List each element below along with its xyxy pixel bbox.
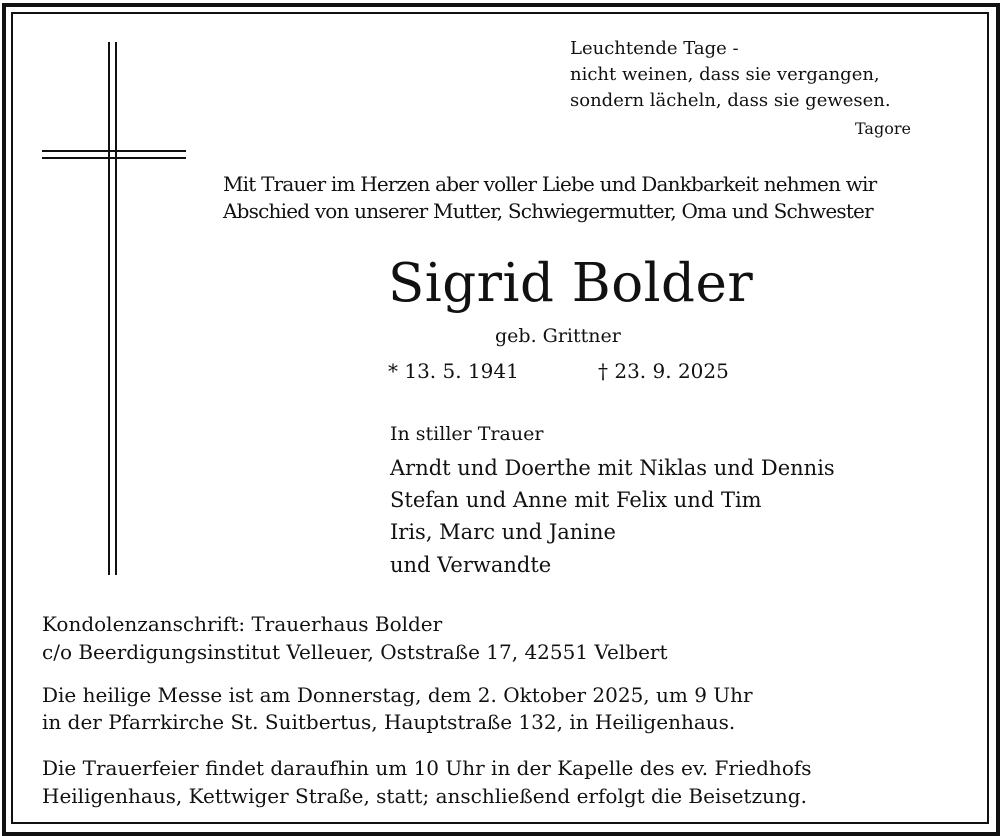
mourner-line-1: Arndt und Doerthe mit Niklas und Dennis [390,456,835,480]
mourner-line-2: Stefan und Anne mit Felix und Tim [390,488,762,512]
mourners-heading: In stiller Trauer [390,423,544,445]
mourner-line-3: Iris, Marc und Janine [390,520,616,544]
quote-line-2: nicht weinen, dass sie vergangen, [570,64,880,85]
maiden-name: geb. Grittner [495,325,621,347]
quote-line-3: sondern lächeln, dass sie gewesen. [570,90,891,111]
intro-line-2: Abschied von unserer Mutter, Schwiegermutter, Oma und Schwester [223,199,873,223]
condolence-line-1: Kondolenzanschrift: Trauerhaus Bolder [42,612,443,636]
condolence-line-2: c/o Beerdigungsinstitut Velleuer, Oststraße 17, 42551 Velbert [42,640,668,664]
birth-date: * 13. 5. 1941 [388,359,519,383]
quote-line-1: Leuchtende Tage - [570,38,739,59]
mass-line-1: Die heilige Messe ist am Donnerstag, dem 2. Oktober 2025, um 9 Uhr [42,683,753,707]
funeral-line-2: Heiligenhaus, Kettwiger Straße, statt; anschließend erfolgt die Beisetzung. [42,784,807,808]
quote-author: Tagore [855,119,911,138]
mourner-line-4: und Verwandte [390,553,552,577]
deceased-name: Sigrid Bolder [388,253,754,314]
funeral-line-1: Die Trauerfeier findet daraufhin um 10 Uhr in der Kapelle des ev. Friedhofs [42,756,812,780]
intro-line-1: Mit Trauer im Herzen aber voller Liebe und Dankbarkeit nehmen wir [223,172,877,196]
death-date: † 23. 9. 2025 [598,359,729,383]
mass-line-2: in der Pfarrkirche St. Suitbertus, Hauptstraße 132, in Heiligenhaus. [42,710,736,734]
